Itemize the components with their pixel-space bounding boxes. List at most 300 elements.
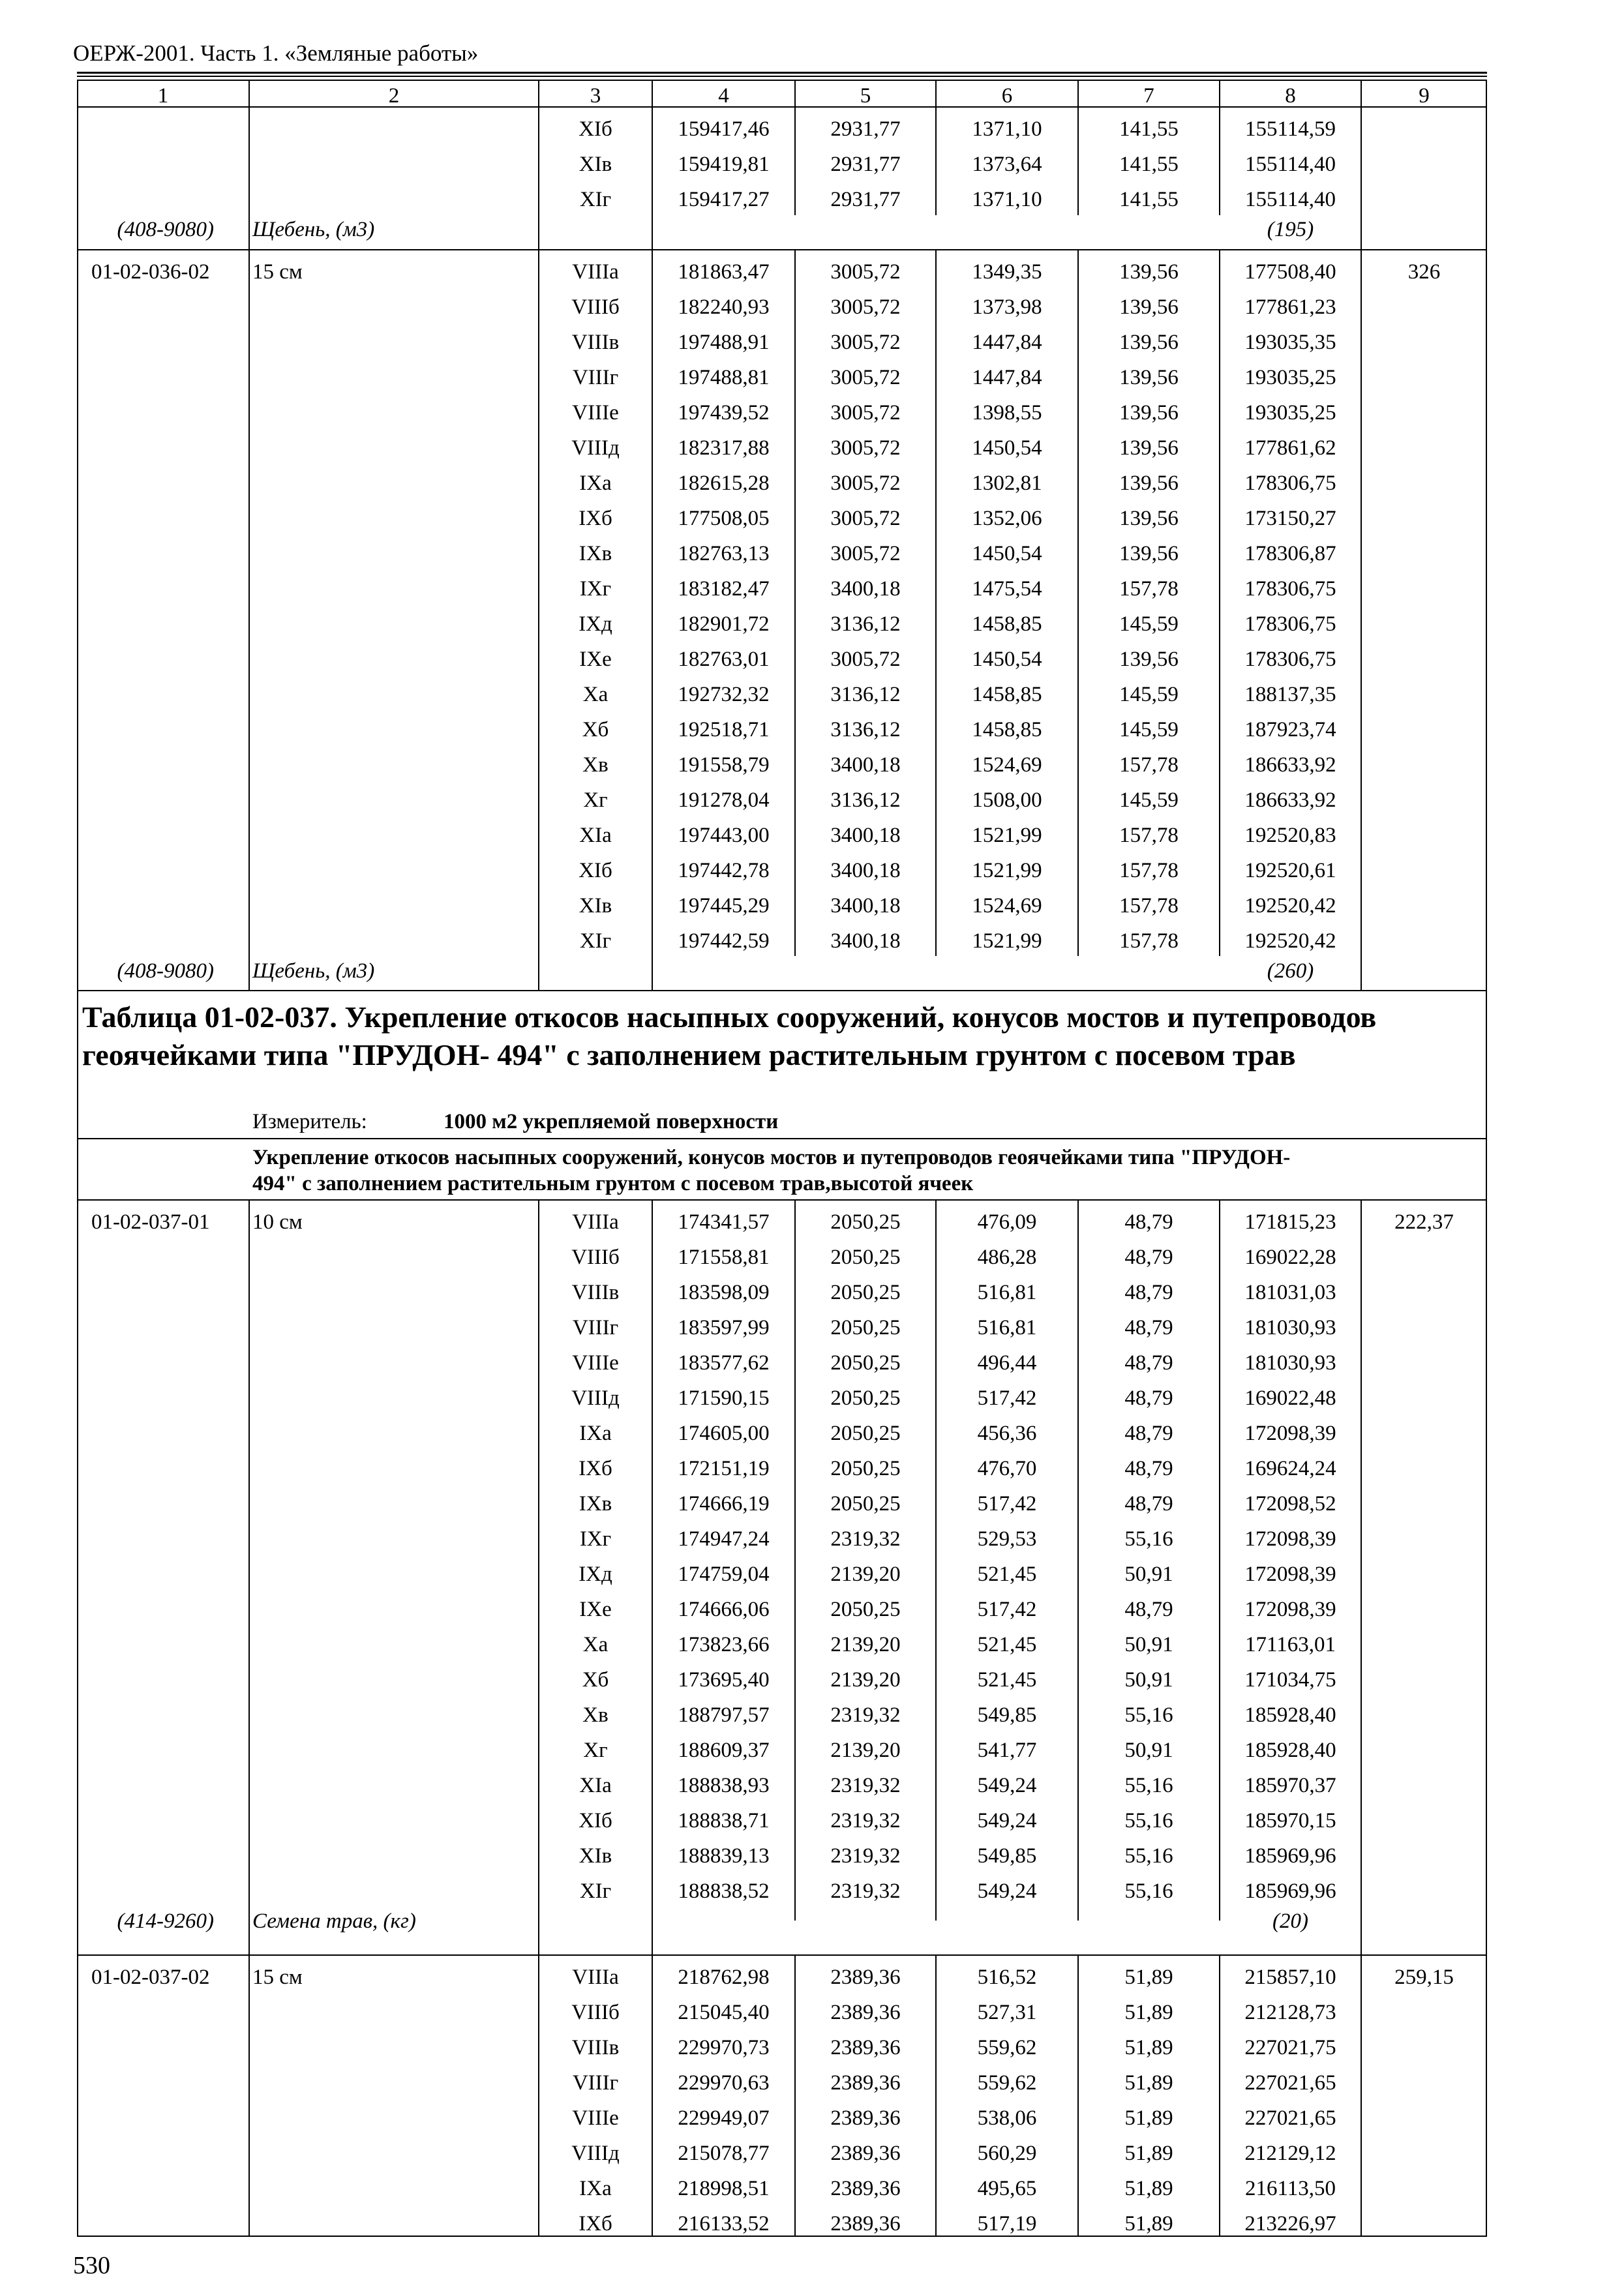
column-divider [652,956,653,991]
column-divider [248,1200,250,2237]
material-quantity: (260) [1267,959,1314,983]
price-value: 50,91 [1124,1563,1173,1586]
price-value: 197488,81 [678,366,770,389]
price-value: 139,56 [1119,295,1179,319]
price-value: 172098,39 [1244,1527,1336,1551]
price-value: 55,16 [1124,1703,1173,1727]
price-value: 2389,36 [830,2001,901,2024]
region-code: VIIIв [571,331,620,354]
price-value: 517,42 [977,1492,1037,1516]
price-value: 185969,96 [1244,1844,1336,1868]
region-code: XIа [579,1774,612,1797]
price-value: 188838,93 [678,1774,770,1797]
column-divider [935,250,937,956]
price-value: 178306,75 [1244,471,1336,495]
rate-parameter: 10 см [252,1210,303,1234]
price-value: 529,53 [977,1527,1037,1551]
price-value: 48,79 [1124,1246,1173,1269]
price-value: 560,29 [977,2142,1037,2165]
price-value: 174666,19 [678,1492,770,1516]
block-divider [77,249,1487,250]
price-value: 197442,78 [678,859,770,882]
column-divider [1219,250,1220,956]
price-value: 521,45 [977,1633,1037,1656]
price-value: 157,78 [1119,753,1179,777]
price-value: 2319,32 [830,1879,901,1903]
material-name: Щебень, (м3) [252,959,375,983]
price-value: 516,52 [977,1966,1037,1989]
price-value: 177508,05 [678,507,770,530]
column-divider [1219,80,1220,107]
price-value: 171558,81 [678,1246,770,1269]
price-value: 215045,40 [678,2001,770,2024]
block-divider [77,1138,1487,1139]
region-code: XIб [579,1809,612,1833]
price-value: 213226,97 [1244,2212,1336,2236]
price-value: 3005,72 [830,507,901,530]
price-value: 517,19 [977,2212,1037,2236]
price-value: 172098,39 [1244,1422,1336,1445]
rate-code: 01-02-037-02 [91,1966,210,1989]
price-value: 1524,69 [972,753,1042,777]
column-number: 5 [860,84,871,108]
price-value: 145,59 [1119,612,1179,636]
region-code: VIIIа [572,260,619,284]
price-value: 171590,15 [678,1386,770,1410]
price-value: 139,56 [1119,648,1179,671]
price-value: 2389,36 [830,2142,901,2165]
price-value: 169022,28 [1244,1246,1336,1269]
region-code: Xб [582,1668,609,1692]
price-value: 456,36 [977,1422,1037,1445]
column-divider [1361,80,1362,107]
price-value: 229970,73 [678,2036,770,2059]
price-value: 169624,24 [1244,1457,1336,1480]
price-value: 549,24 [977,1774,1037,1797]
price-value: 476,70 [977,1457,1037,1480]
price-value: 174759,04 [678,1563,770,1586]
price-value: 2389,36 [830,2106,901,2130]
price-value: 559,62 [977,2071,1037,2095]
price-value: 2050,25 [830,1457,901,1480]
price-value: 177861,62 [1244,436,1336,460]
price-value: 48,79 [1124,1316,1173,1339]
region-code: Xа [582,1633,609,1656]
price-value: 174666,06 [678,1598,770,1621]
price-value: 171163,01 [1244,1633,1336,1656]
column-divider [794,80,796,107]
price-value: 159417,46 [678,117,770,141]
region-code: Xг [583,1739,608,1762]
price-value: 51,89 [1124,2177,1173,2200]
column-number: 4 [718,84,729,108]
price-value: 51,89 [1124,2106,1173,2130]
price-value: 157,78 [1119,577,1179,601]
price-value: 172098,39 [1244,1563,1336,1586]
page-number: 530 [73,2252,110,2279]
price-value: 517,42 [977,1386,1037,1410]
price-value: 197443,00 [678,824,770,847]
price-value: 182763,13 [678,542,770,565]
region-code: XIг [579,929,612,953]
price-value: 549,24 [977,1879,1037,1903]
region-code: VIIIе [572,401,619,425]
price-value: 139,56 [1119,366,1179,389]
price-value: 3005,72 [830,331,901,354]
price-value: 48,79 [1124,1351,1173,1375]
column-divider [1077,250,1079,956]
region-code: IXе [579,1598,612,1621]
price-value: 191558,79 [678,753,770,777]
price-value: 218762,98 [678,1966,770,1989]
price-value: 159419,81 [678,153,770,176]
price-value: 216133,52 [678,2212,770,2236]
price-value: 1352,06 [972,507,1042,530]
price-value: 172151,19 [678,1457,770,1480]
price-value: 55,16 [1124,1774,1173,1797]
price-value: 172098,52 [1244,1492,1336,1516]
price-value: 185970,15 [1244,1809,1336,1833]
price-value: 2319,32 [830,1703,901,1727]
price-value: 2139,20 [830,1739,901,1762]
price-value: 188839,13 [678,1844,770,1868]
price-value: 51,89 [1124,1966,1173,1989]
price-value: 48,79 [1124,1386,1173,1410]
region-code: XIг [579,1879,612,1903]
price-value: 55,16 [1124,1844,1173,1868]
price-value: 192520,61 [1244,859,1336,882]
page-header: ОЕРЖ-2001. Часть 1. «Земляные работы» [73,40,479,66]
region-code: IXг [579,577,612,601]
price-value: 185928,40 [1244,1739,1336,1762]
price-value: 177861,23 [1244,295,1336,319]
price-value: 212129,12 [1244,2142,1336,2165]
region-code: VIIIд [571,436,620,460]
rate-parameter: 15 см [252,260,303,284]
measure-label: Измеритель: [252,1110,367,1133]
region-code: VIIIд [571,1386,620,1410]
price-value: 48,79 [1124,1598,1173,1621]
price-value: 145,59 [1119,718,1179,741]
price-value: 192732,32 [678,683,770,706]
region-code: IXа [579,1422,612,1445]
price-value: 173823,66 [678,1633,770,1656]
column-divider [248,107,250,991]
price-value: 2050,25 [830,1316,901,1339]
price-value: 139,56 [1119,260,1179,284]
region-code: Xв [582,753,609,777]
region-code: Xб [582,718,609,741]
price-value: 541,77 [977,1739,1037,1762]
price-value: 517,42 [977,1598,1037,1621]
price-value: 139,56 [1119,542,1179,565]
region-code: VIIIв [571,2036,620,2059]
region-code: IXг [579,1527,612,1551]
region-code: XIв [579,894,612,918]
region-code: VIIIб [571,2001,620,2024]
price-value: 174947,24 [678,1527,770,1551]
region-code: VIIIв [571,1281,620,1304]
price-value: 3400,18 [830,859,901,882]
material-name: Щебень, (м3) [252,218,375,241]
block-divider [77,1954,1487,1956]
price-value: 2931,77 [830,117,901,141]
block-divider [77,1199,1487,1201]
price-value: 216113,50 [1244,2177,1336,2200]
price-value: 1508,00 [972,788,1042,812]
price-value: 50,91 [1124,1668,1173,1692]
price-value: 139,56 [1119,471,1179,495]
price-value: 182240,93 [678,295,770,319]
price-value: 2389,36 [830,2177,901,2200]
price-value: 155114,40 [1244,188,1336,211]
price-value: 3005,72 [830,542,901,565]
measure-value: 1000 м2 укрепляемой поверхности [444,1110,779,1133]
column-number: 7 [1143,84,1154,108]
price-value: 141,55 [1119,188,1179,211]
region-code: VIIIг [572,2071,619,2095]
price-value: 495,65 [977,2177,1037,2200]
price-value: 193035,25 [1244,401,1336,425]
rate-parameter: 15 см [252,1966,303,1989]
region-code: VIIIг [572,366,619,389]
column-number: 3 [590,84,601,108]
header-rule [77,72,1487,74]
price-value: 1458,85 [972,612,1042,636]
price-value: 3005,72 [830,366,901,389]
price-value: 181030,93 [1244,1316,1336,1339]
rate-code: 01-02-036-02 [91,260,210,284]
region-code: IXв [579,542,612,565]
price-value: 3400,18 [830,929,901,953]
price-value: 1450,54 [972,436,1042,460]
price-value: 1524,69 [972,894,1042,918]
price-value: 192520,42 [1244,894,1336,918]
price-value: 157,78 [1119,894,1179,918]
price-value: 3400,18 [830,577,901,601]
price-value: 178306,75 [1244,612,1336,636]
region-code: VIIIд [571,2142,620,2165]
price-value: 516,81 [977,1281,1037,1304]
region-code: XIв [579,1844,612,1868]
price-value: 229970,63 [678,2071,770,2095]
price-value: 182317,88 [678,436,770,460]
price-value: 181863,47 [678,260,770,284]
price-value: 178306,87 [1244,542,1336,565]
price-value: 177508,40 [1244,260,1336,284]
column-divider [538,80,539,107]
price-value: 139,56 [1119,507,1179,530]
price-value: 187923,74 [1244,718,1336,741]
price-value: 197442,59 [678,929,770,953]
price-value: 155114,59 [1244,117,1336,141]
price-value: 183597,99 [678,1316,770,1339]
price-value: 3136,12 [830,788,901,812]
price-value: 145,59 [1119,788,1179,812]
price-value: 1450,54 [972,542,1042,565]
price-value: 496,44 [977,1351,1037,1375]
region-code: VIIIа [572,1966,619,1989]
price-value: 157,78 [1119,824,1179,847]
price-value: 182763,01 [678,648,770,671]
price-value: 174605,00 [678,1422,770,1445]
region-code: XIб [579,117,612,141]
price-value: 1458,85 [972,718,1042,741]
price-value: 2389,36 [830,1966,901,1989]
price-value: 159417,27 [678,188,770,211]
price-value: 197488,91 [678,331,770,354]
price-value: 55,16 [1124,1879,1173,1903]
header-row-divider [77,106,1487,108]
price-value: 3400,18 [830,753,901,777]
price-value: 1521,99 [972,929,1042,953]
price-value: 173150,27 [1244,507,1336,530]
region-code: XIб [579,859,612,882]
price-value: 227021,75 [1244,2036,1336,2059]
column-divider [248,80,250,107]
price-value: 218998,51 [678,2177,770,2200]
price-value: 1398,55 [972,401,1042,425]
price-value: 197439,52 [678,401,770,425]
price-value: 215078,77 [678,2142,770,2165]
region-code: Xг [583,788,608,812]
price-value: 193035,35 [1244,331,1336,354]
material-quantity: (195) [1267,218,1314,241]
price-value: 2050,25 [830,1351,901,1375]
price-value: 182901,72 [678,612,770,636]
price-value: 2389,36 [830,2036,901,2059]
price-value: 549,85 [977,1703,1037,1727]
price-value: 1447,84 [972,331,1042,354]
column-divider [652,215,653,250]
column-number: 9 [1419,84,1430,108]
price-value: 173695,40 [678,1668,770,1692]
price-value: 178306,75 [1244,648,1336,671]
region-code: XIа [579,824,612,847]
header-rule-thin [77,76,1487,77]
price-value: 227021,65 [1244,2106,1336,2130]
price-value: 50,91 [1124,1739,1173,1762]
region-code: Xа [582,683,609,706]
region-code: IXб [579,2212,612,2236]
price-value: 139,56 [1119,436,1179,460]
price-value: 212128,73 [1244,2001,1336,2024]
price-value: 192518,71 [678,718,770,741]
price-value: 1373,64 [972,153,1042,176]
price-value: 188137,35 [1244,683,1336,706]
price-value: 549,24 [977,1809,1037,1833]
price-value: 1450,54 [972,648,1042,671]
region-code: IXв [579,1492,612,1516]
price-value: 2319,32 [830,1844,901,1868]
column-number: 8 [1285,84,1296,108]
material-quantity: (20) [1272,1909,1308,1933]
price-value: 3005,72 [830,436,901,460]
price-value: 185970,37 [1244,1774,1336,1797]
column-divider [935,80,937,107]
material-code: (414-9260) [117,1909,214,1933]
price-value: 145,59 [1119,683,1179,706]
region-code: IXд [579,612,612,636]
price-value: 183182,47 [678,577,770,601]
price-value: 3005,72 [830,260,901,284]
price-value: 1349,35 [972,260,1042,284]
price-value: 476,09 [977,1210,1037,1234]
column-divider [652,250,653,956]
price-value: 188609,37 [678,1739,770,1762]
price-value: 549,85 [977,1844,1037,1868]
price-value: 181030,93 [1244,1351,1336,1375]
region-code: XIг [579,188,612,211]
column-9-value: 259,15 [1394,1966,1454,1989]
price-value: 171034,75 [1244,1668,1336,1692]
price-value: 157,78 [1119,929,1179,953]
price-value: 1371,10 [972,188,1042,211]
price-value: 2050,25 [830,1422,901,1445]
column-number: 1 [157,84,169,108]
price-value: 183577,62 [678,1351,770,1375]
price-value: 2050,25 [830,1246,901,1269]
region-code: IXа [579,2177,612,2200]
price-value: 1447,84 [972,366,1042,389]
price-value: 139,56 [1119,401,1179,425]
price-value: 3005,72 [830,295,901,319]
price-value: 559,62 [977,2036,1037,2059]
price-value: 3400,18 [830,894,901,918]
price-value: 2139,20 [830,1668,901,1692]
rate-code: 01-02-037-01 [91,1210,210,1234]
price-value: 191278,04 [678,788,770,812]
price-value: 193035,25 [1244,366,1336,389]
price-value: 192520,83 [1244,824,1336,847]
price-value: 2139,20 [830,1563,901,1586]
price-value: 2050,25 [830,1492,901,1516]
block-divider [77,990,1487,991]
price-value: 2319,32 [830,1809,901,1833]
column-number: 6 [1001,84,1013,108]
column-divider [1077,80,1079,107]
price-value: 3136,12 [830,718,901,741]
price-value: 2319,32 [830,1527,901,1551]
price-value: 1302,81 [972,471,1042,495]
column-9-value: 326 [1407,260,1441,284]
price-value: 2931,77 [830,188,901,211]
price-value: 1371,10 [972,117,1042,141]
price-value: 174341,57 [678,1210,770,1234]
price-value: 2050,25 [830,1386,901,1410]
price-value: 2139,20 [830,1633,901,1656]
price-value: 2050,25 [830,1210,901,1234]
region-code: IXе [579,648,612,671]
price-value: 141,55 [1119,153,1179,176]
region-code: XIв [579,153,612,176]
price-value: 171815,23 [1244,1210,1336,1234]
price-value: 51,89 [1124,2212,1173,2236]
region-code: VIIIе [572,2106,619,2130]
price-value: 48,79 [1124,1281,1173,1304]
column-number: 2 [388,84,400,108]
region-code: IXб [579,507,612,530]
price-value: 181031,03 [1244,1281,1336,1304]
price-value: 2050,25 [830,1281,901,1304]
price-value: 48,79 [1124,1422,1173,1445]
price-value: 2389,36 [830,2212,901,2236]
price-value: 50,91 [1124,1633,1173,1656]
price-value: 2050,25 [830,1598,901,1621]
material-code: (408-9080) [117,218,214,241]
price-value: 538,06 [977,2106,1037,2130]
price-value: 183598,09 [678,1281,770,1304]
